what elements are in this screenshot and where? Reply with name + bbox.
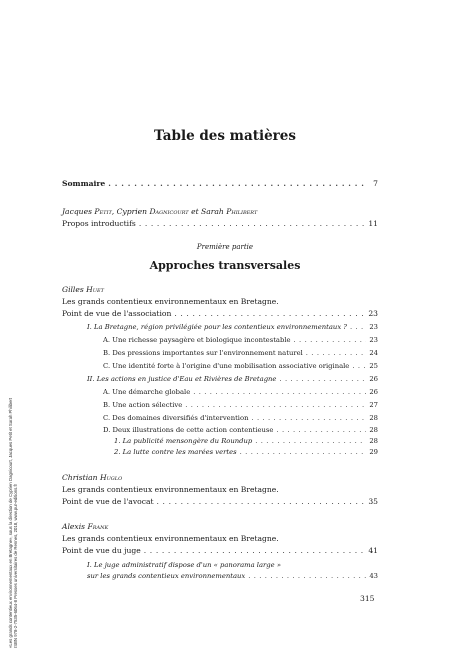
toc-entry-label: Point de vue de l'avocat [62,497,154,506]
toc-page-number: 26 [369,375,378,383]
author-last-name: Huglo [99,473,123,482]
side-note-line-2: ISBN 978-2-7535-6064-8 Presses universitaires de Rennes, 2018, www.pur-editions.fr [13,483,18,648]
dot-leader [352,360,366,372]
part-label: Première partie [196,243,254,251]
toc-page-number: 24 [369,349,378,357]
author-first-name: Cyprien [116,207,150,216]
toc-page-number: 7 [373,179,378,188]
author-first-name: Jacques [62,207,95,216]
toc-chapter-title: Les grands contentieux environnementaux en Bretagne. [62,534,279,543]
toc-entry-label: sur les grands contentieux environnementaux [87,572,246,580]
dot-leader [174,308,365,320]
toc-page-number: 41 [368,546,378,555]
toc-entry-huglo[interactable] [62,496,378,508]
toc-entry-sommaire[interactable] [62,178,378,190]
toc-entry-label: Propos introductifs [62,219,136,228]
toc-page-number: 28 [369,426,378,434]
toc-section-1[interactable] [87,321,378,333]
author-last-name: Huet [86,285,104,294]
toc-entry-label: B. Des pressions importantes sur l'environnement naturel [103,349,303,357]
dot-leader [185,399,366,411]
author-first-name: Christian [62,473,100,482]
toc-entry-label: 2. La lutte contre les marées vertes [114,448,237,456]
toc-section-line: I. Le juge administratif dispose d'un « panorama large » [87,561,281,569]
toc-page-number: 25 [369,362,378,370]
page-number: 315 [360,594,375,603]
toc-page-number: 43 [369,572,378,580]
toc-page-number: 29 [369,448,378,456]
toc-page-number: 28 [369,437,378,445]
author-first-name: Sarah [201,207,227,216]
toc-entry-label: Point de vue du juge [62,546,141,555]
toc-page-number: 26 [369,388,378,396]
toc-page-number: 23 [369,336,378,344]
toc-page-number: 23 [369,323,378,331]
toc-author-frank [62,521,378,533]
author-first-name: Gilles [62,285,87,294]
toc-author-huet [62,284,378,296]
toc-entry-label: D. Deux illustrations de cette action contentieuse [103,426,274,434]
toc-authors-line [62,206,378,218]
page-title: Table des matières [154,128,296,144]
toc-entry-propos[interactable] [62,218,378,230]
toc-section-2a[interactable] [103,386,378,398]
side-note-line-1: «Les grands contentieux environnementaux en Bretagne», sous la direction de Cyprien Dagnicourt, Jacques Petit et Sarah Philibert [8,397,13,648]
toc-entry-label: A. Une richesse paysagère et biologique incontestable [103,336,291,344]
toc-section-2[interactable] [87,373,378,385]
toc-entry-label: C. Des domaines diversifiés d'intervention [103,414,249,422]
dot-leader [193,386,366,398]
toc-entry-label: Point de vue de l'association [62,309,172,318]
dot-leader [251,412,366,424]
dot-leader [108,178,366,190]
dot-leader [350,321,366,333]
toc-entry-label: Sommaire [62,179,106,188]
toc-section-2c[interactable] [103,412,378,424]
author-last-name: Dagnicourt [149,207,189,216]
toc-entry-label: C. Une identité forte à l'origine d'une mobilisation associative originale [103,362,350,370]
author-last-name: Philibert [226,207,258,216]
toc-author-huglo [62,472,378,484]
toc-page-number: 28 [369,414,378,422]
toc-entry-label: B. Une action sélective [103,401,183,409]
dot-leader [294,334,366,346]
dot-leader [240,446,366,458]
author-last-name: Petit [94,207,112,216]
toc-entry-frank[interactable] [62,545,378,557]
toc-section-1b[interactable] [103,347,378,359]
toc-page-number: 35 [368,497,378,506]
toc-section-f1[interactable] [87,570,378,582]
toc-chapter-title: Les grands contentieux environnementaux en Bretagne. [62,297,279,306]
toc-entry-label: 1. La publicité mensongère du Roundup [114,437,253,445]
author-separator: et [188,207,202,216]
toc-page-number: 23 [368,309,378,318]
dot-leader [248,570,366,582]
author-separator: , [111,207,117,216]
toc-page-number: 11 [368,219,378,228]
toc-entry-label: II. Les actions en justice d'Eau et Rivières de Bretagne [87,375,277,383]
toc-page-number: 27 [369,401,378,409]
toc-section-2d2[interactable] [114,446,378,458]
dot-leader [157,496,366,508]
dot-leader [279,373,366,385]
toc-section-1c[interactable] [103,360,378,372]
dot-leader [139,218,366,230]
author-first-name: Alexis [62,522,88,531]
toc-section-1a[interactable] [103,334,378,346]
toc-chapter-title: Les grands contentieux environnementaux en Bretagne. [62,485,279,494]
author-last-name: Frank [87,522,109,531]
side-copyright-note [4,288,18,648]
dot-leader [144,545,366,557]
part-title: Approches transversales [149,259,301,272]
toc-section-2b[interactable] [103,399,378,411]
toc-entry-huet[interactable] [62,308,378,320]
toc-entry-label: I. La Bretagne, région privilégiée pour les contentieux environnementaux ? [87,323,347,331]
toc-entry-label: A. Une démarche globale [103,388,191,396]
dot-leader [306,347,366,359]
